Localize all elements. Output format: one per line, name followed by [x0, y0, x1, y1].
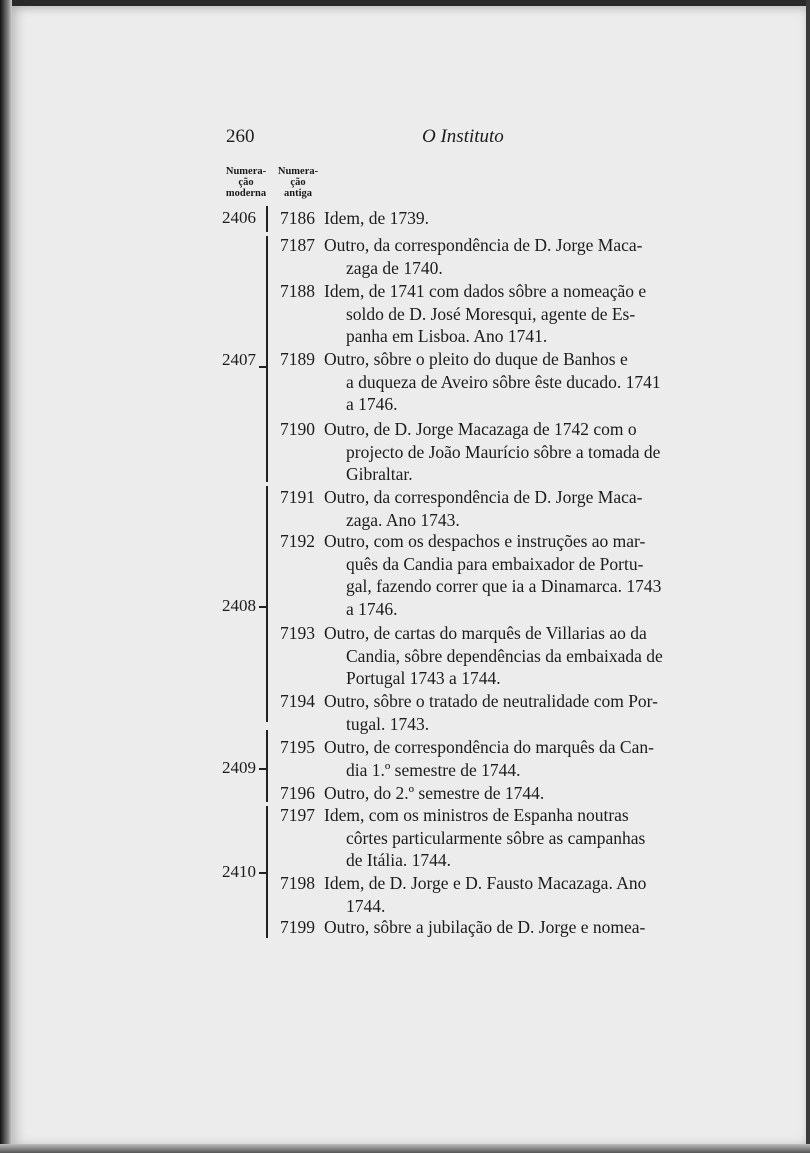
entry-number: 7195	[280, 737, 315, 757]
entry-text-line: Outro, da correspondência de D. Jorge Maca-	[324, 487, 643, 507]
modern-number-2408: 2408	[222, 596, 256, 615]
entry-text-line: dia 1.º semestre de 1744.	[346, 759, 521, 780]
list-item	[280, 690, 694, 735]
list-item	[280, 916, 694, 939]
entry-text-line: tugal. 1743.	[346, 713, 430, 734]
modern-number-2410: 2410	[222, 862, 256, 881]
brace-tip-2408	[259, 606, 267, 608]
entry-text-line: Portugal 1743 a 1744.	[346, 668, 501, 689]
entry-text-line: Idem, de 1739.	[324, 208, 429, 228]
entry-number: 7197	[280, 805, 315, 825]
entry-number: 7194	[280, 691, 315, 711]
entry-number: 7192	[280, 531, 315, 551]
entry-text-line: Outro, de D. Jorge Macazaga de 1742 com o	[324, 419, 637, 439]
entry-text-line: Outro, sôbre o pleito do duque de Banhos e	[324, 349, 628, 369]
entry-text-line: Gibraltar.	[346, 464, 413, 485]
brace-tip-2409	[259, 768, 267, 770]
entry-number: 7191	[280, 487, 315, 507]
entry-number: 7198	[280, 873, 315, 893]
list-item	[280, 234, 694, 279]
entry-text-line: Outro, da correspondência de D. Jorge Maca-	[324, 235, 643, 255]
entry-text-line: Outro, com os despachos e instruções ao mar-	[324, 531, 646, 551]
entry-text-line: côrtes particularmente sôbre as campanhas	[346, 827, 646, 848]
column-header-ancient: Numera- ção antiga	[277, 166, 319, 199]
modern-number-2407: 2407	[222, 350, 256, 369]
entry-text-line: gal, fazendo correr que ia a Dinamarca. 1743	[346, 576, 662, 597]
brace-2409	[266, 730, 268, 802]
modern-number-2409: 2409	[222, 758, 256, 777]
entry-number: 7190	[280, 419, 315, 439]
list-item	[280, 418, 694, 486]
entry-number: 7188	[280, 281, 315, 301]
page-header	[226, 126, 696, 148]
entry-number: 7193	[280, 623, 315, 643]
list-item	[280, 622, 694, 690]
entry-text-line: zaga de 1740.	[346, 257, 443, 278]
column-header-modern: Numera- ção moderna	[225, 166, 267, 199]
brace-tip-2410	[259, 872, 267, 874]
list-item	[280, 736, 694, 781]
entry-text-line: panha em Lisboa. Ano 1741.	[346, 326, 548, 347]
entry-text-line: quês da Candia para embaixador de Portu-	[346, 553, 644, 574]
entry-text-line: a 1746.	[346, 599, 398, 620]
list-item	[280, 804, 694, 872]
page-edge-right	[806, 0, 810, 1153]
entry-number: 7189	[280, 349, 315, 369]
list-item	[280, 348, 694, 416]
entry-text-line: Idem, de 1741 com dados sôbre a nomeação e	[324, 281, 647, 301]
entry-text-line: Outro, de correspondência do marquês da Can-	[324, 737, 654, 757]
book-spine	[0, 0, 12, 1153]
entry-text-line: Candia, sôbre dependências da embaixada de	[346, 645, 663, 666]
entry-text-line: a duqueza de Aveiro sôbre êste ducado. 1741	[346, 371, 661, 392]
entry-text-line: Outro, sôbre a jubilação de D. Jorge e nomea-	[324, 917, 646, 937]
entry-text-line: Idem, de D. Jorge e D. Fausto Macazaga. Ano	[324, 873, 647, 893]
brace-2407	[266, 236, 268, 482]
brace-2408	[266, 486, 268, 722]
entry-text-line: a 1746.	[346, 394, 398, 415]
entry-text-line: Outro, do 2.º semestre de 1744.	[324, 783, 545, 803]
entry-text-line: soldo de D. José Moresqui, agente de Es-	[346, 303, 636, 324]
page-number: 260	[226, 126, 255, 147]
page-edge-bottom	[0, 1144, 810, 1153]
entry-number: 7186	[280, 208, 315, 228]
list-item	[280, 530, 694, 621]
list-item	[280, 207, 694, 230]
list-item	[280, 486, 694, 531]
entry-number: 7196	[280, 783, 315, 803]
list-item	[280, 872, 694, 917]
entry-number: 7199	[280, 917, 315, 937]
running-title: O Instituto	[422, 126, 504, 147]
entry-text-line: Outro, de cartas do marquês de Villarias ao da	[324, 623, 647, 643]
entry-text-line: zaga. Ano 1743.	[346, 509, 460, 530]
modern-number-2406: 2406	[222, 208, 256, 227]
entry-number: 7187	[280, 235, 315, 255]
brace-tip-2407	[259, 366, 267, 368]
entry-text-line: 1744.	[346, 895, 386, 916]
entry-text-line: Idem, com os ministros de Espanha noutras	[324, 805, 629, 825]
entry-text-line: Outro, sôbre o tratado de neutralidade com Por-	[324, 691, 658, 711]
entry-text-line: de Itália. 1744.	[346, 850, 451, 871]
entry-text-line: projecto de João Maurício sôbre a tomada de	[346, 441, 661, 462]
list-item	[280, 782, 694, 805]
brace-2406	[266, 206, 268, 232]
list-item	[280, 280, 694, 348]
